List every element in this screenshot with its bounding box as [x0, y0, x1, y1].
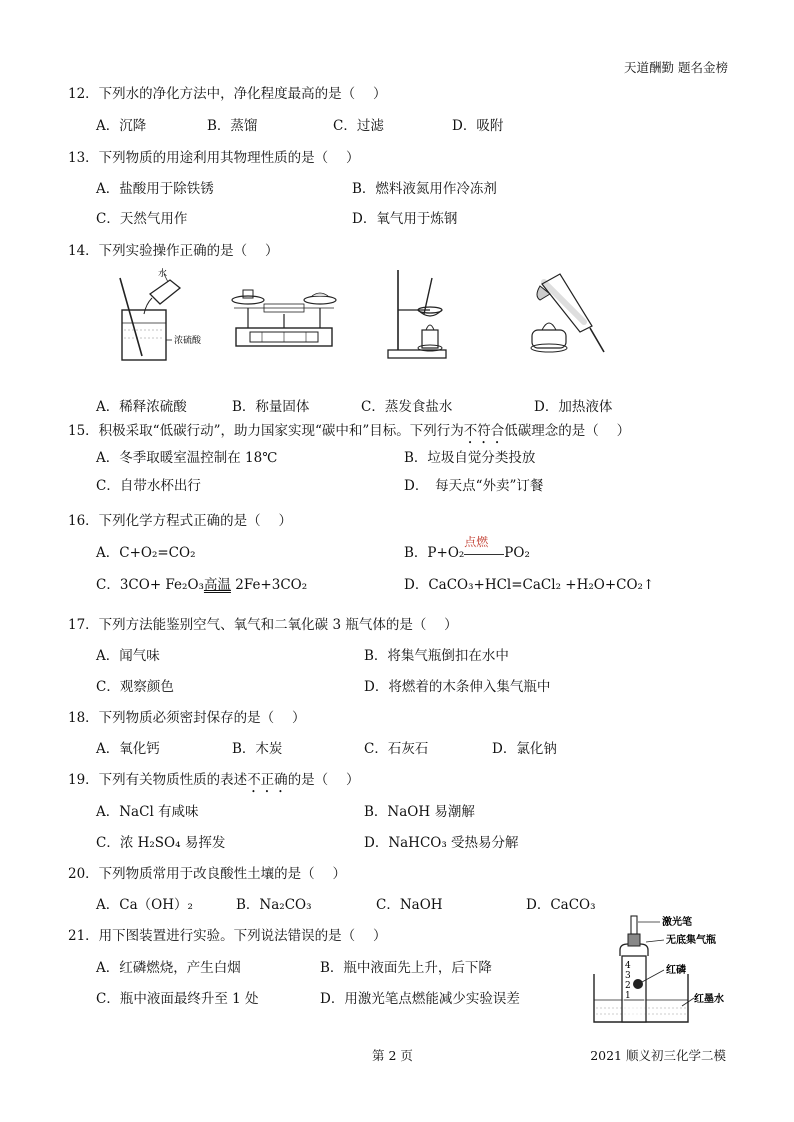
q16-c-right: 2Fe+3CO₂: [230, 577, 308, 593]
q21-option-b: B．瓶中液面先上升，后下降: [320, 960, 492, 976]
question-21-stem: 21．用下图装置进行实验。下列说法错误的是（ ）: [68, 928, 387, 944]
q15-stem-pre: 15．积极采取“低碳行动”，助力国家实现“碳中和”目标。下列行为: [68, 423, 464, 439]
q15-option-b: B．垃圾自觉分类投放: [404, 450, 536, 466]
question-13-stem: 13．下列物质的用途利用其物理性质的是（ ）: [68, 150, 360, 166]
fig-evaporation: [384, 264, 456, 360]
fig-label-phosphorus: 红磷: [666, 965, 686, 976]
q19-option-c: C．浓 H₂SO₄ 易挥发: [96, 835, 226, 851]
fig-dilute-acid: [110, 268, 220, 368]
question-19-stem: [68, 768, 359, 796]
fig-mark-3: 3: [625, 971, 631, 981]
q18-option-d: D．氯化钠: [492, 741, 557, 757]
q12-option-d: D．吸附: [452, 118, 504, 134]
fig-a-label-acid: 浓硫酸: [174, 336, 202, 346]
q14-option-a: A．稀释浓硫酸: [96, 399, 187, 415]
q15-stem-post: 低碳理念的是（ ）: [504, 423, 631, 439]
q17-option-b: B．将集气瓶倒扣在水中: [364, 648, 509, 664]
q12-option-a: A．沉降: [96, 118, 147, 134]
footer-exam-title: 2021 顺义初三化学二模: [590, 1048, 726, 1063]
q15-option-c: C．自带水杯出行: [96, 478, 201, 494]
q16-b-right: PO₂: [504, 545, 530, 561]
q19-stem-post: 的是（ ）: [287, 772, 360, 788]
question-12-stem: 12．下列水的净化方法中，净化程度最高的是（ ）: [68, 86, 387, 102]
footer-page-number: 第 2 页: [372, 1048, 413, 1063]
q15-option-d: D． 每天点“外卖”订餐: [404, 478, 544, 494]
q16-b-condition: 点燃: [464, 535, 489, 549]
q12-option-b: B．蒸馏: [207, 118, 258, 134]
q16-b-left: B．P+O₂: [404, 545, 465, 561]
question-14-stem: 14．下列实验操作正确的是（ ）: [68, 243, 279, 259]
q21-option-c: C．瓶中液面最终升至 1 处: [96, 991, 259, 1007]
fig-mark-1: 1: [625, 991, 631, 1001]
q17-option-a: A．闻气味: [96, 648, 160, 664]
q17-option-c: C．观察颜色: [96, 679, 174, 695]
q19-stem-emphasis: 不正确: [247, 772, 288, 788]
fig-phosphorus-apparatus: [590, 914, 730, 1026]
q15-option-a: A．冬季取暖室温控制在 18℃: [96, 450, 278, 466]
question-20-stem: 20．下列物质常用于改良酸性土壤的是（ ）: [68, 866, 346, 882]
q13-option-c: C．天然气用作: [96, 211, 188, 227]
q16-option-c: [96, 573, 307, 593]
q17-option-d: D．将燃着的木条伸入集气瓶中: [364, 679, 551, 695]
q12-option-c: C．过滤: [333, 118, 384, 134]
q15-stem-emphasis: 不符合: [463, 423, 505, 439]
q19-stem-pre: 19．下列有关物质性质的表述: [68, 772, 248, 788]
q16-option-b: [404, 535, 530, 561]
q16-c-left: C．3CO+ Fe₂O₃: [96, 577, 204, 593]
q16-option-d: D．CaCO₃+HCl=CaCl₂ +H₂O+CO₂↑: [404, 577, 655, 593]
question-18-stem: 18．下列物质必须密封保存的是（ ）: [68, 710, 306, 726]
q18-option-c: C．石灰石: [364, 741, 429, 757]
q20-option-a: A．Ca（OH）₂: [96, 897, 193, 913]
q13-option-a: A．盐酸用于除铁锈: [96, 181, 214, 197]
q21-option-a: A．红磷燃烧，产生白烟: [96, 960, 241, 976]
question-16-stem: 16．下列化学方程式正确的是（ ）: [68, 513, 292, 529]
q19-option-a: A．NaCl 有咸味: [96, 804, 199, 820]
q19-option-d: D．NaHCO₃ 受热易分解: [364, 835, 519, 851]
q13-option-d: D．氧气用于炼钢: [352, 211, 458, 227]
q14-option-d: D．加热液体: [534, 399, 613, 415]
q16-option-a: A．C+O₂=CO₂: [96, 545, 196, 561]
q18-option-b: B．木炭: [232, 741, 283, 757]
q14-option-b: B．称量固体: [232, 399, 310, 415]
question-17-stem: 17．下列方法能鉴别空气、氧气和二氧化碳 3 瓶气体的是（ ）: [68, 617, 458, 633]
fig-label-ink: 红墨水: [694, 994, 724, 1005]
question-15-stem: [68, 419, 630, 447]
fig-mark-2: 2: [625, 981, 631, 991]
fig-mark-4: 4: [625, 961, 631, 971]
q20-option-d: D．CaCO₃: [526, 897, 596, 913]
q16-c-condition: 高温: [203, 577, 231, 593]
q19-option-b: B．NaOH 易潮解: [364, 804, 475, 820]
q21-option-d: D．用激光笔点燃能减少实验误差: [320, 991, 520, 1007]
fig-label-laser: 激光笔: [662, 917, 692, 928]
q20-option-b: B．Na₂CO₃: [236, 897, 312, 913]
fig-label-bottle: 无底集气瓶: [666, 935, 716, 946]
q20-option-c: C．NaOH: [376, 897, 443, 913]
fig-heat-liquid: [520, 270, 612, 358]
fig-balance: [226, 278, 342, 352]
q13-option-b: B．燃料液氮用作冷冻剂: [352, 181, 497, 197]
fig-a-label-water: 水: [158, 269, 168, 279]
q18-option-a: A．氧化钙: [96, 741, 160, 757]
q14-option-c: C．蒸发食盐水: [361, 399, 453, 415]
header-slogan: 天道酬勤 题名金榜: [624, 60, 728, 75]
